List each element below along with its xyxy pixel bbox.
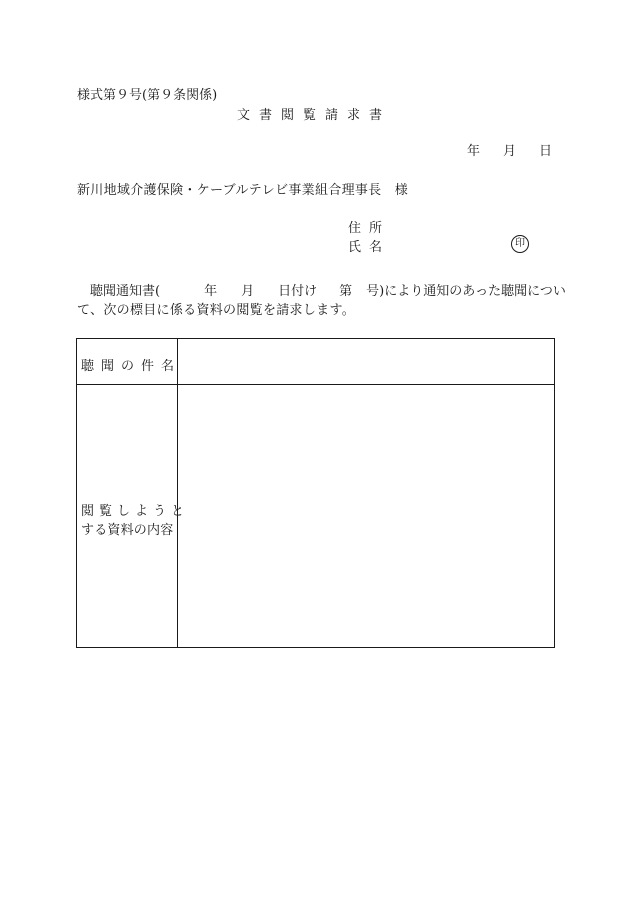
notice-month-label: 月 xyxy=(241,284,255,299)
hearing-subject-field[interactable] xyxy=(178,339,554,384)
request-text-line1 xyxy=(77,280,566,299)
date-day-label: 日 xyxy=(539,144,553,159)
notice-document-label: 聴聞通知書( xyxy=(90,284,161,299)
document-title: 文書閲覧請求書 xyxy=(237,108,392,123)
request-table xyxy=(76,338,555,648)
date-month-label: 月 xyxy=(503,144,517,159)
notice-dated-label: 日付け xyxy=(278,284,318,299)
date-year-label: 年 xyxy=(467,144,481,159)
form-number: 様式第９号(第９条関係) xyxy=(77,88,218,103)
requested-materials-label xyxy=(81,502,189,540)
notice-text-rest: 号)により通知のあった聴聞につい xyxy=(366,284,566,299)
hearing-subject-label: 聴聞の件名 xyxy=(81,359,182,374)
address-label: 住所 xyxy=(348,221,391,236)
seal-mark: 印 xyxy=(511,235,529,253)
notice-number-prefix: 第 xyxy=(339,284,353,299)
requested-materials-label-line1: 閲覧しようと xyxy=(81,504,190,519)
notice-year-label: 年 xyxy=(204,284,218,299)
request-text-line2: て、次の標目に係る資料の閲覧を請求します。 xyxy=(77,303,356,318)
addressee: 新川地域介護保険・ケーブルテレビ事業組合理事長 様 xyxy=(77,183,409,198)
requested-materials-field[interactable] xyxy=(178,385,554,647)
requested-materials-label-line2: する資料の内容 xyxy=(81,523,174,538)
name-label: 氏名 xyxy=(348,240,391,255)
